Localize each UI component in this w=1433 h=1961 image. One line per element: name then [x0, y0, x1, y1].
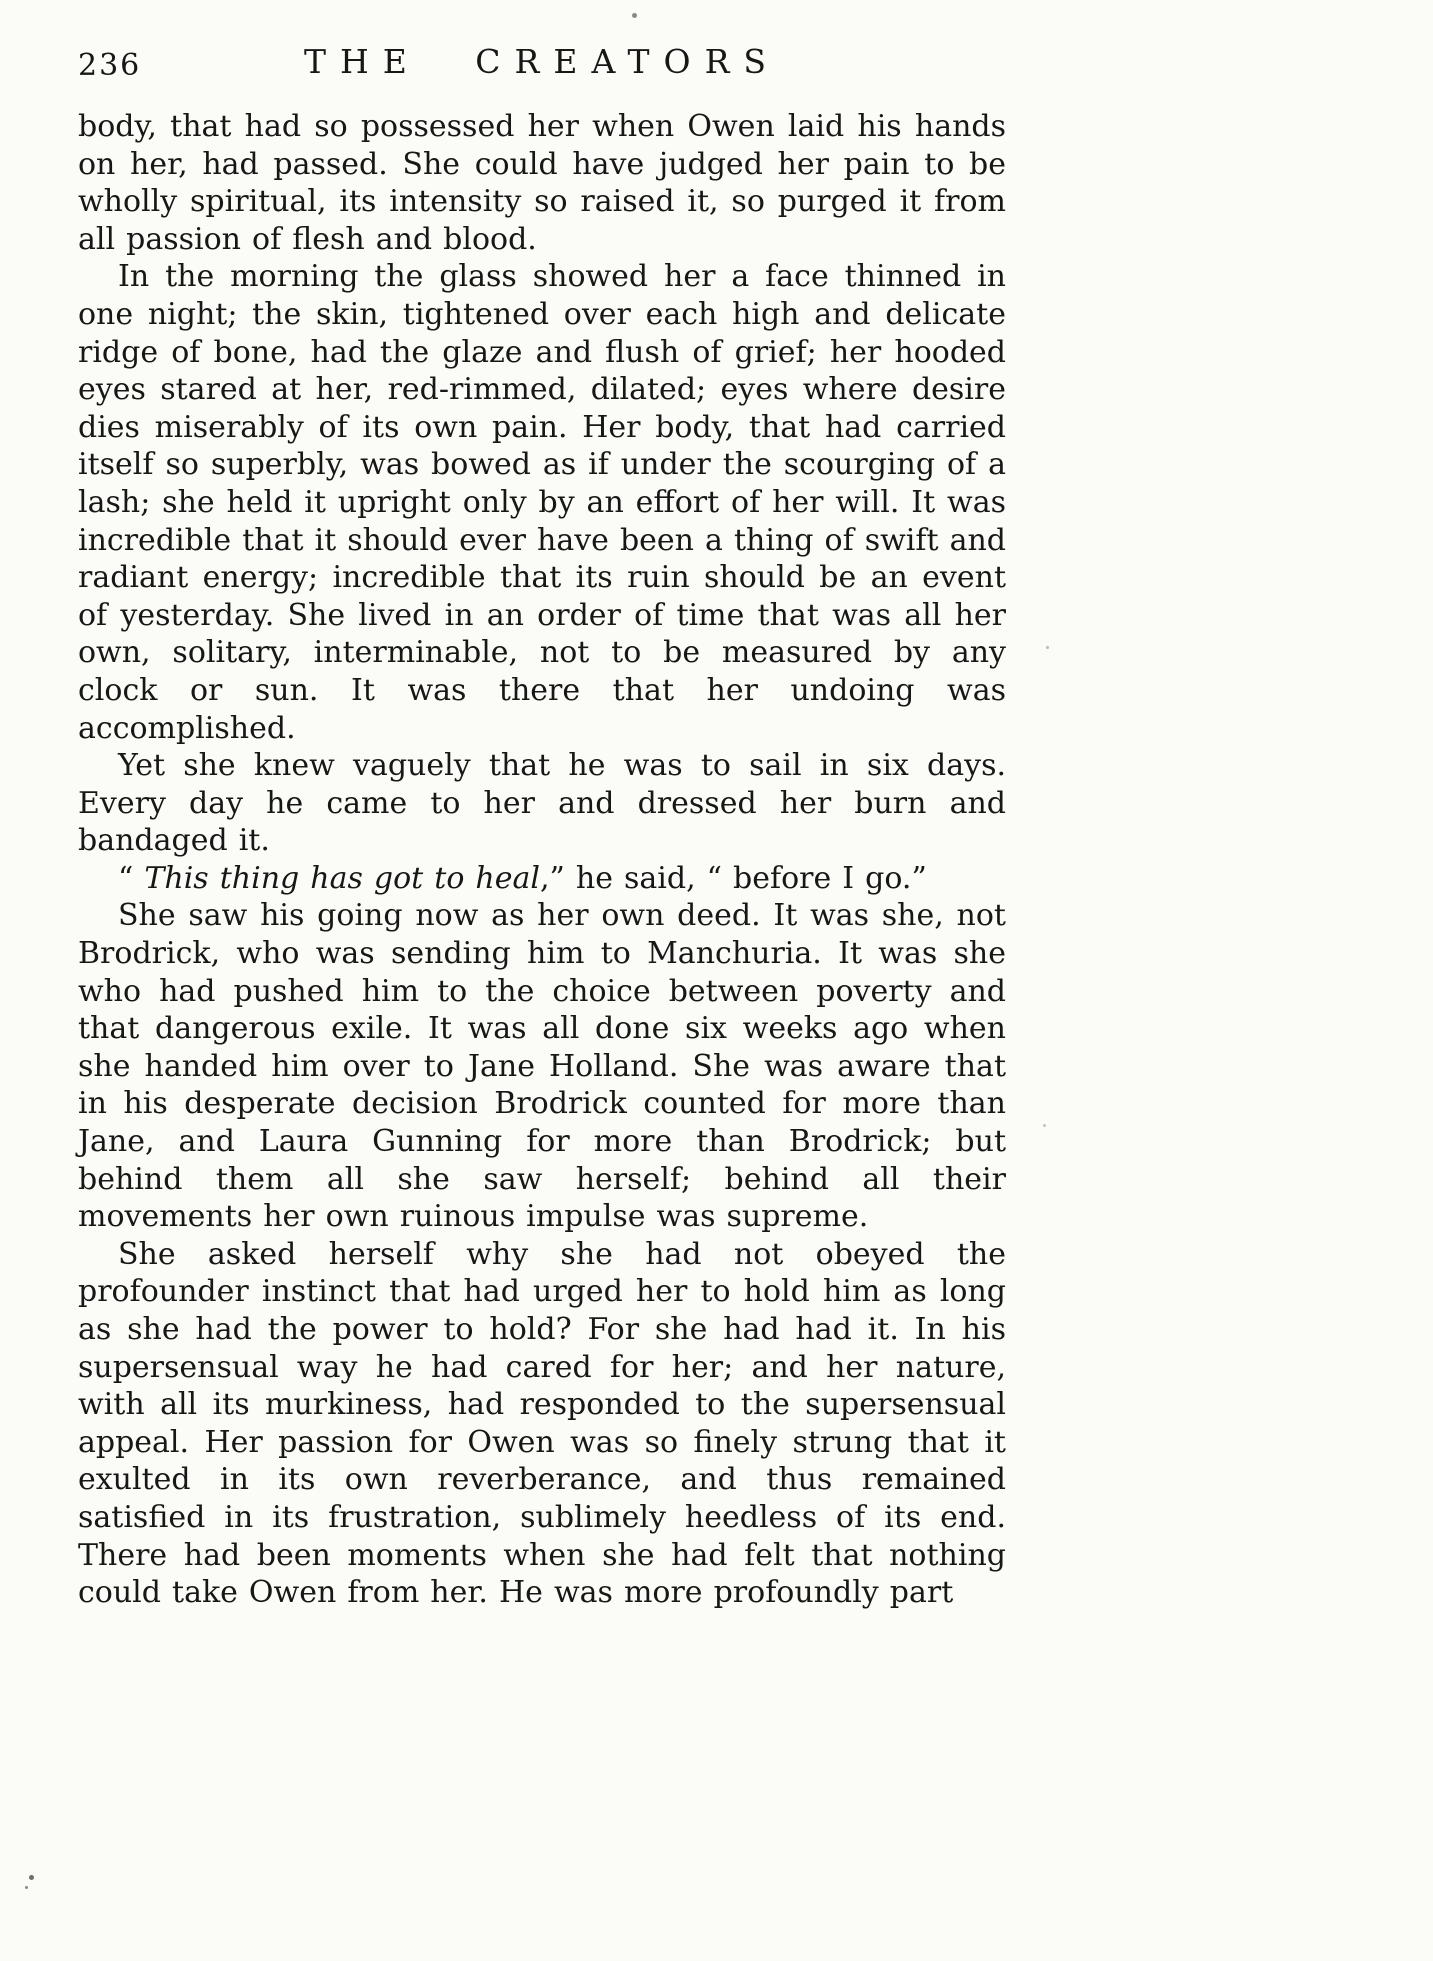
text-run: She saw his going now as her own deed. It was she, not Brodrick, who was sending him to Manchuria. It was she who had pushed him to the choice between poverty and that dangerous exile. It was all done six weeks ago when she handed him over to Jane Holland. She was aware that in his desperate decision Brodrick counted for more than Jane, and Laura Gunning for more than Brodrick; but behind them all she saw herself; behind all their movements her own ruinous impulse was supreme. [78, 898, 1006, 1235]
running-title: THE CREATORS [303, 42, 781, 81]
italic-text-run: This thing has got to heal [144, 860, 540, 896]
text-run: Yet she knew vaguely that he was to sail in six days. Every day he came to her and dressed her burn and bandaged it. [78, 748, 1006, 859]
scan-speck-layer [0, 0, 3, 3]
page-body [78, 108, 1006, 1612]
text-run: body, that had so possessed her when Owen laid his hands on her, had passed. She could have judged her pain to be wholly spiritual, its intensity so raised it, so purged it from all passion of flesh and blood. [78, 109, 1006, 257]
paragraph-6 [78, 1236, 1006, 1612]
text-run: She asked herself why she had not obeyed the profounder instinct that had urged her to hold him as long as she had the power to hold? For she had had it. In his supersensual way he had cared for her; and her nature, with all its murkiness, had responded to the supersensual appeal. Her passion for Owen was so finely strung that it exulted in its own reverberance, and thus remained satisfied in its frustration, sublimely heedless of its end. There had been moments when she had felt that nothing could take Owen from her. He was more profoundly part [78, 1236, 1006, 1611]
text-run: “ [118, 860, 145, 896]
page-number: 236 [78, 48, 142, 83]
page-header [78, 42, 1006, 88]
paragraph-4 [78, 860, 1006, 898]
paragraph-3 [78, 747, 1006, 860]
text-run: In the morning the glass showed her a face thinned in one night; the skin, tightened over each high and delicate ridge of bone, had the glaze and flush of grief; her hooded eyes stared at her, red-rimmed, dilated; eyes where desire dies miserably of its own pain. Her body, that had carried itself so superbly, was bowed as if under the scourging of a lash; she held it upright only by an effort of her will. It was incredible that it should ever have been a thing of swift and radiant energy; incredible that its ruin should be an event of yesterday. She lived in an order of time that was all her own, solitary, interminable, not to be measured by any clock or sun. It was there that her undoing was accomplished. [78, 259, 1006, 746]
paragraph-5 [78, 897, 1006, 1235]
text-run: ,” he said, “ before I go.” [539, 860, 927, 896]
paragraph-1 [78, 108, 1006, 258]
book-page [78, 42, 1006, 1612]
paragraph-2 [78, 258, 1006, 747]
